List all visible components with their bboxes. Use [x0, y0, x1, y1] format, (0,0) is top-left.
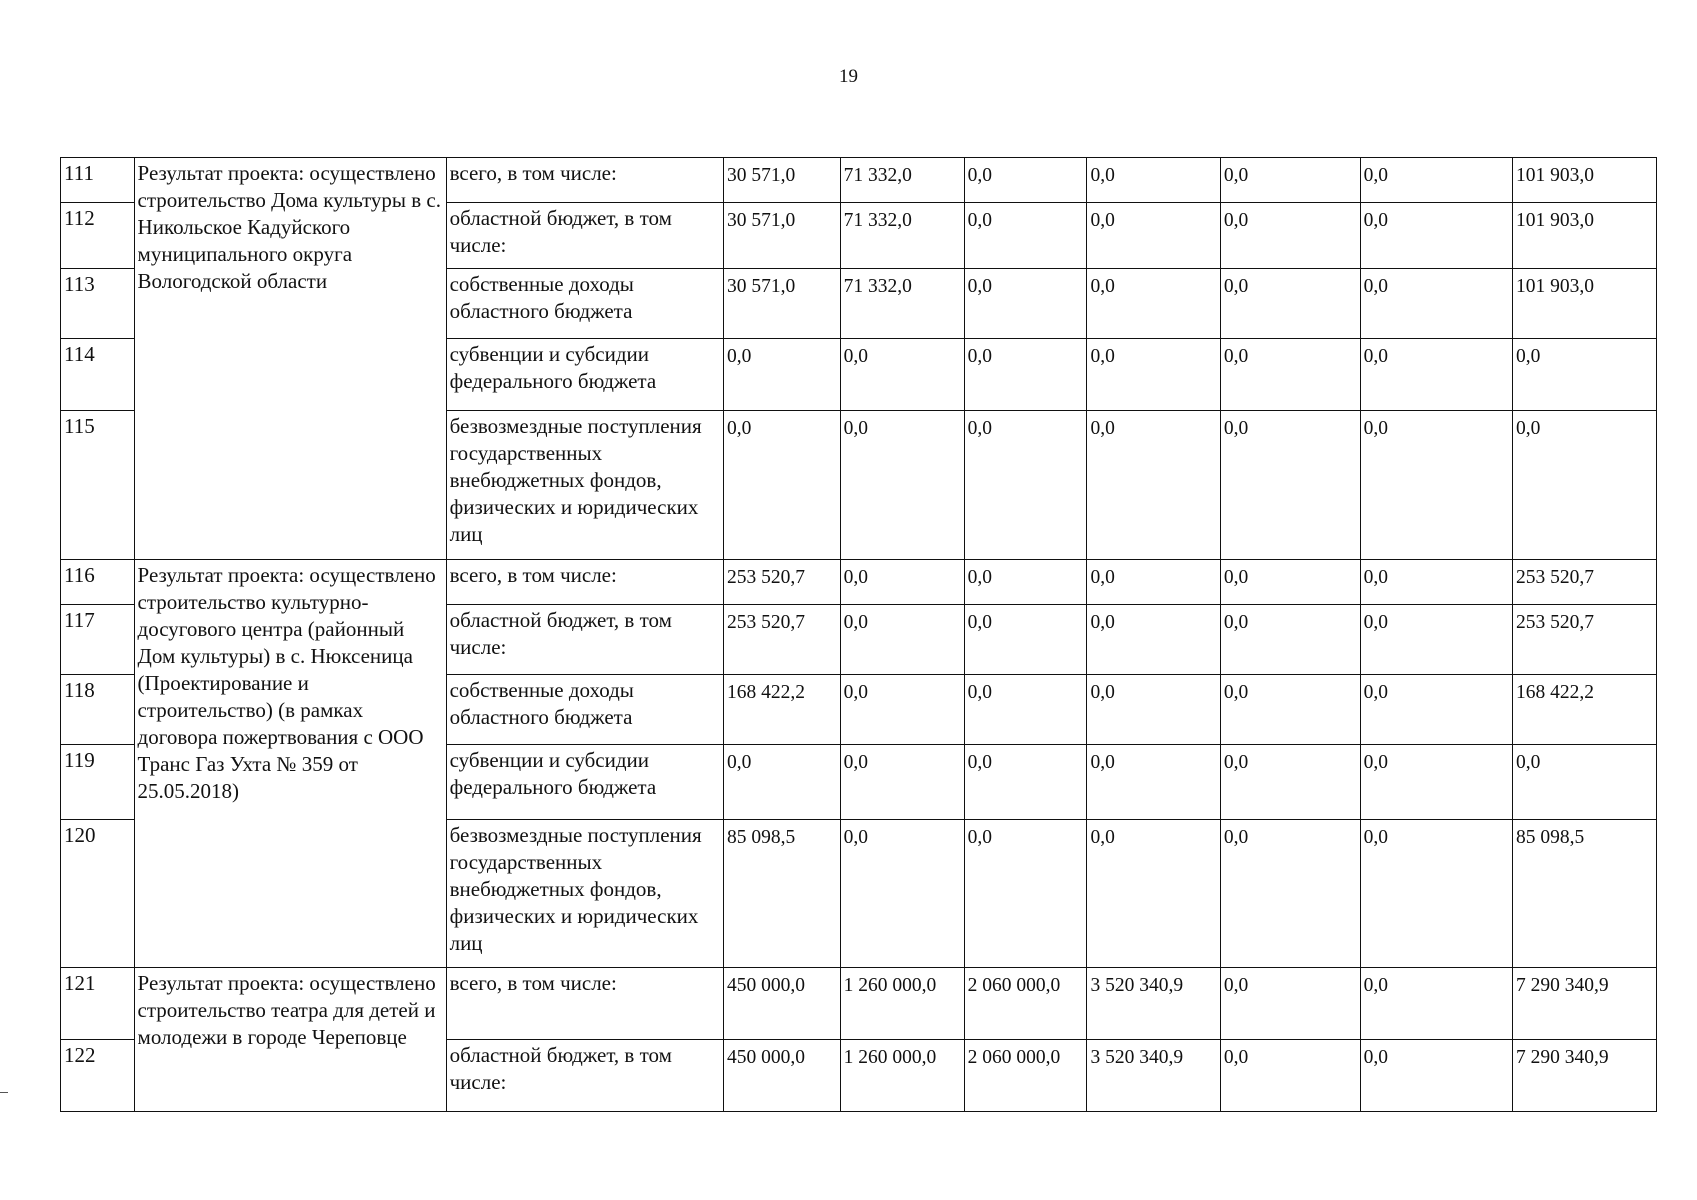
- budget-table: [60, 157, 1657, 1112]
- value-cell: 0,0: [964, 820, 1087, 968]
- value-cell: 0,0: [964, 411, 1087, 560]
- value-cell: 0,0: [840, 605, 964, 675]
- funding-source-gratuitous-receipts: безвозмездные поступления государственных внебюджетных фондов, физических и юридических лиц: [446, 411, 723, 560]
- total-value-cell: 253 520,7: [1513, 605, 1657, 675]
- value-cell: 0,0: [1087, 820, 1220, 968]
- value-cell: 0,0: [1220, 675, 1360, 745]
- budget-table-wrapper: [60, 157, 1657, 1112]
- scan-edge-mark: [0, 1092, 8, 1093]
- total-value-cell: 0,0: [1513, 339, 1657, 411]
- value-cell: 0,0: [1360, 745, 1512, 820]
- funding-source-gratuitous-receipts: безвозмездные поступления государственных внебюджетных фондов, физических и юридических лиц: [446, 820, 723, 968]
- value-cell: 0,0: [1087, 560, 1220, 605]
- value-cell: 0,0: [1087, 745, 1220, 820]
- value-cell: 450 000,0: [723, 968, 840, 1040]
- value-cell: 0,0: [1220, 560, 1360, 605]
- value-cell: 0,0: [1360, 560, 1512, 605]
- total-value-cell: 101 903,0: [1513, 158, 1657, 203]
- value-cell: 0,0: [1087, 269, 1220, 339]
- value-cell: 0,0: [964, 745, 1087, 820]
- value-cell: 253 520,7: [723, 560, 840, 605]
- funding-source-all: всего, в том числе:: [446, 158, 723, 203]
- budget-table-body: [61, 158, 1657, 1112]
- value-cell: 30 571,0: [723, 158, 840, 203]
- value-cell: 0,0: [1360, 203, 1512, 269]
- project-result-description: Результат проекта: осуществлено строительство культурно-досугового центра (районный Дом культуры) в с. Нюксеница (Проектирование и строительство) (в рамках договора пожертвования с ООО Транс Газ Ухта № 359 от 25.05.2018): [134, 560, 446, 968]
- value-cell: 0,0: [964, 339, 1087, 411]
- row-number: 115: [61, 411, 135, 560]
- row-number: 117: [61, 605, 135, 675]
- row-number: 114: [61, 339, 135, 411]
- funding-source-regional: областной бюджет, в том числе:: [446, 203, 723, 269]
- value-cell: 0,0: [1220, 605, 1360, 675]
- value-cell: 0,0: [1360, 1040, 1512, 1112]
- funding-source-all: всего, в том числе:: [446, 560, 723, 605]
- total-value-cell: 168 422,2: [1513, 675, 1657, 745]
- value-cell: 0,0: [840, 339, 964, 411]
- value-cell: 0,0: [1087, 675, 1220, 745]
- value-cell: 0,0: [1360, 339, 1512, 411]
- row-number: 122: [61, 1040, 135, 1112]
- value-cell: 0,0: [1087, 203, 1220, 269]
- value-cell: 2 060 000,0: [964, 1040, 1087, 1112]
- value-cell: 0,0: [1360, 675, 1512, 745]
- row-number: 121: [61, 968, 135, 1040]
- total-value-cell: 0,0: [1513, 411, 1657, 560]
- value-cell: 0,0: [840, 411, 964, 560]
- value-cell: 71 332,0: [840, 269, 964, 339]
- value-cell: 30 571,0: [723, 269, 840, 339]
- value-cell: 0,0: [1360, 820, 1512, 968]
- value-cell: 71 332,0: [840, 203, 964, 269]
- row-number: 113: [61, 269, 135, 339]
- total-value-cell: 7 290 340,9: [1513, 1040, 1657, 1112]
- value-cell: 0,0: [1087, 339, 1220, 411]
- value-cell: 253 520,7: [723, 605, 840, 675]
- funding-source-own-revenue: собственные доходы областного бюджета: [446, 269, 723, 339]
- value-cell: 0,0: [964, 158, 1087, 203]
- value-cell: 0,0: [1087, 411, 1220, 560]
- value-cell: 0,0: [1360, 269, 1512, 339]
- value-cell: 30 571,0: [723, 203, 840, 269]
- value-cell: 85 098,5: [723, 820, 840, 968]
- value-cell: 0,0: [1220, 269, 1360, 339]
- row-number: 112: [61, 203, 135, 269]
- value-cell: 0,0: [1220, 968, 1360, 1040]
- value-cell: 3 520 340,9: [1087, 968, 1220, 1040]
- value-cell: 0,0: [964, 203, 1087, 269]
- value-cell: 0,0: [1220, 411, 1360, 560]
- row-number: 120: [61, 820, 135, 968]
- value-cell: 0,0: [840, 820, 964, 968]
- value-cell: 0,0: [1087, 605, 1220, 675]
- funding-source-regional: областной бюджет, в том числе:: [446, 605, 723, 675]
- value-cell: 0,0: [723, 411, 840, 560]
- project-result-description: Результат проекта: осуществлено строительство Дома культуры в с. Никольское Кадуйского муниципального округа Вологодской области: [134, 158, 446, 560]
- row-number: 119: [61, 745, 135, 820]
- value-cell: 0,0: [1220, 1040, 1360, 1112]
- total-value-cell: 101 903,0: [1513, 269, 1657, 339]
- total-value-cell: 0,0: [1513, 745, 1657, 820]
- funding-source-regional: областной бюджет, в том числе:: [446, 1040, 723, 1112]
- row-number: 111: [61, 158, 135, 203]
- table-row: [61, 560, 1657, 605]
- funding-source-federal-subsidies: субвенции и субсидии федерального бюджета: [446, 339, 723, 411]
- value-cell: 0,0: [723, 745, 840, 820]
- value-cell: 0,0: [964, 269, 1087, 339]
- row-number: 118: [61, 675, 135, 745]
- value-cell: 0,0: [1220, 820, 1360, 968]
- table-row: [61, 968, 1657, 1040]
- value-cell: 0,0: [1360, 968, 1512, 1040]
- value-cell: 0,0: [840, 560, 964, 605]
- value-cell: 0,0: [1087, 158, 1220, 203]
- total-value-cell: 7 290 340,9: [1513, 968, 1657, 1040]
- total-value-cell: 101 903,0: [1513, 203, 1657, 269]
- funding-source-all: всего, в том числе:: [446, 968, 723, 1040]
- value-cell: 1 260 000,0: [840, 968, 964, 1040]
- project-result-description: Результат проекта: осуществлено строительство театра для детей и молодежи в городе Череповце: [134, 968, 446, 1112]
- value-cell: 0,0: [840, 675, 964, 745]
- value-cell: 0,0: [1220, 158, 1360, 203]
- value-cell: 2 060 000,0: [964, 968, 1087, 1040]
- funding-source-own-revenue: собственные доходы областного бюджета: [446, 675, 723, 745]
- value-cell: 1 260 000,0: [840, 1040, 964, 1112]
- value-cell: 168 422,2: [723, 675, 840, 745]
- value-cell: 0,0: [840, 745, 964, 820]
- page-number: 19: [839, 66, 858, 87]
- funding-source-federal-subsidies: субвенции и субсидии федерального бюджета: [446, 745, 723, 820]
- value-cell: 0,0: [1360, 158, 1512, 203]
- value-cell: 3 520 340,9: [1087, 1040, 1220, 1112]
- value-cell: 0,0: [1360, 411, 1512, 560]
- value-cell: 71 332,0: [840, 158, 964, 203]
- value-cell: 0,0: [964, 605, 1087, 675]
- row-number: 116: [61, 560, 135, 605]
- value-cell: 0,0: [723, 339, 840, 411]
- total-value-cell: 85 098,5: [1513, 820, 1657, 968]
- value-cell: 0,0: [964, 675, 1087, 745]
- value-cell: 450 000,0: [723, 1040, 840, 1112]
- total-value-cell: 253 520,7: [1513, 560, 1657, 605]
- value-cell: 0,0: [1360, 605, 1512, 675]
- value-cell: 0,0: [1220, 745, 1360, 820]
- table-row: [61, 158, 1657, 203]
- value-cell: 0,0: [1220, 203, 1360, 269]
- value-cell: 0,0: [1220, 339, 1360, 411]
- value-cell: 0,0: [964, 560, 1087, 605]
